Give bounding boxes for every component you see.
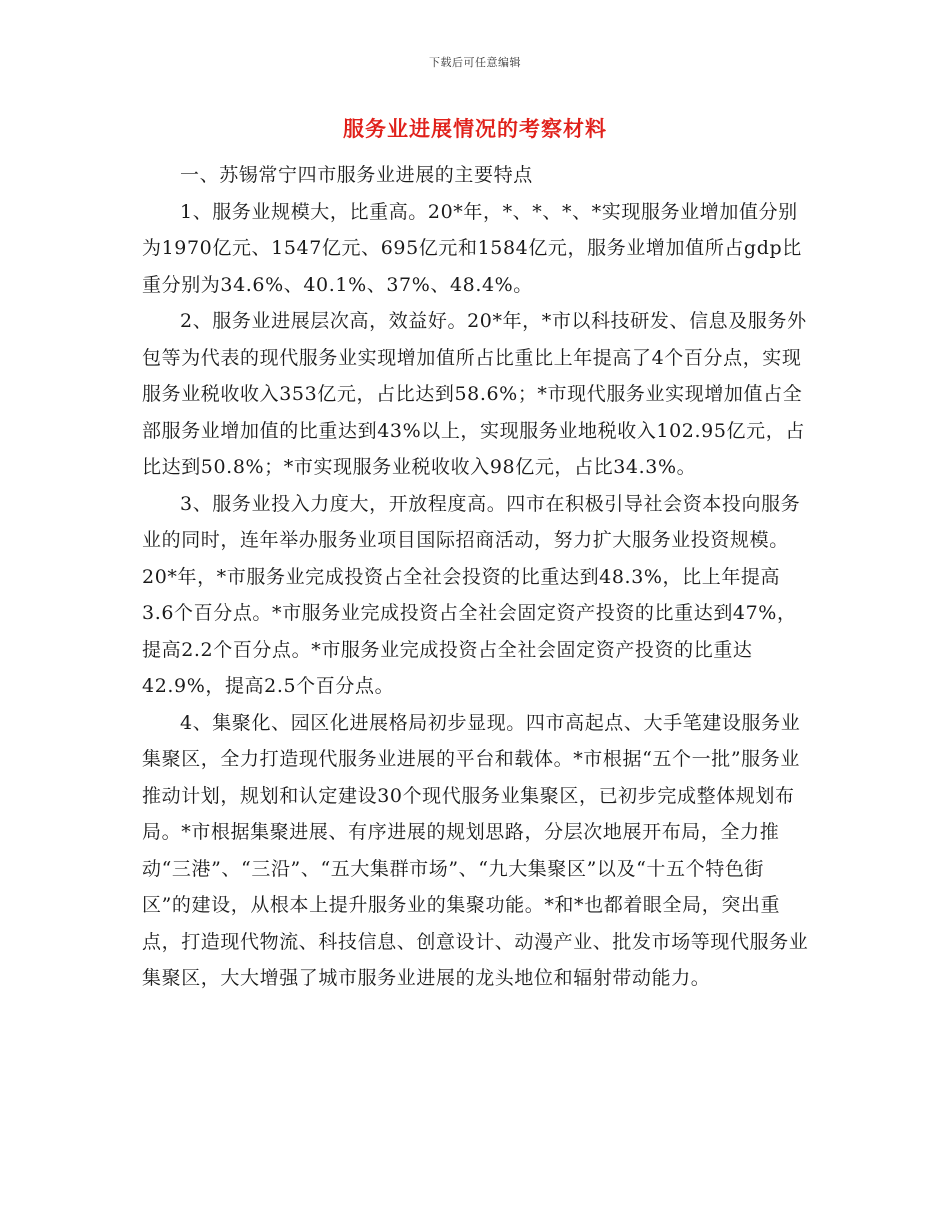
paragraph-4: 4、集聚化、园区化进展格局初步显现。四市高起点、大手笔建设服务业集聚区，全力打造现代服务业进展的平台和载体。*市根据“五个一批”服务业推动计划，规划和认定建设30个现代服务业集聚区，已初步完成整体规划布局。*市根据集聚进展、有序进展的规划思路，分层次地展开布局，全力推动“三港”、“三沿”、“五大集群市场”、“九大集聚区”以及“十五个特色街区”的建设，从根本上提升服务业的集聚功能。*和*也都着眼全局，突出重点，打造现代物流、科技信息、创意设计、动漫产业、批发市场等现代服务业集聚区，大大增强了城市服务业进展的龙头地位和辐射带动能力。 xyxy=(142,711,809,989)
document-body xyxy=(142,157,810,997)
section-heading: 一、苏锡常宁四市服务业进展的主要特点 xyxy=(180,164,533,186)
paragraph-1: 1、服务业规模大，比重高。20*年，*、*、*、*实现服务业增加值分别为1970亿元、1547亿元、695亿元和1584亿元，服务业增加值所占gdp比重分别为34.6%、40.1%、37%、48.4%。 xyxy=(142,200,802,296)
page-header-note: 下载后可任意编辑 xyxy=(429,56,521,69)
paragraph-3: 3、服务业投入力度大，开放程度高。四市在积极引导社会资本投向服务业的同时，连年举办服务业项目国际招商活动，努力扩大服务业投资规模。20*年，*市服务业完成投资占全社会投资的比重达到48.3%，比上年提高3.6个百分点。*市服务业完成投资占全社会固定资产投资的比重达到47%，提高2.2个百分点。*市服务业完成投资占全社会固定资产投资的比重达42.9%，提高2.5个百分点。 xyxy=(142,492,801,697)
paragraph-2: 2、服务业进展层次高，效益好。20*年，*市以科技研发、信息及服务外包等为代表的现代服务业实现增加值所占比重比上年提高了4个百分点，实现服务业税收收入353亿元，占比达到58.6%；*市现代服务业实现增加值占全部服务业增加值的比重达到43%以上，实现服务业地税收入102.95亿元，占比达到50.8%；*市实现服务业税收收入98亿元，占比34.3%。 xyxy=(142,310,807,478)
document-title: 服务业进展情况的考察材料 xyxy=(343,116,607,141)
